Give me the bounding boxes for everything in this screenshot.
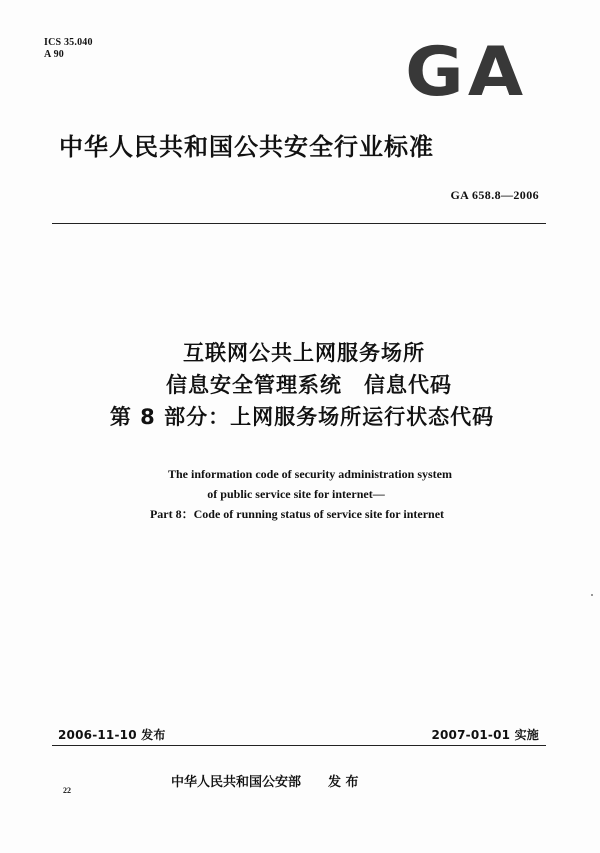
classification-block [44,37,93,61]
chinese-title [0,337,600,433]
issuer-row [171,771,359,790]
chinese-title-line-1: 互联网公共上网服务场所 [183,341,425,365]
english-title-line-3: Part 8：Code of running status of service site for internet [149,507,445,521]
page-number: 22 [63,786,71,795]
standard-title: 中华人民共和国公共安全行业标准 [59,133,434,161]
ics-code: ICS 35.040 [44,37,93,48]
english-title [0,464,600,524]
top-divider [52,223,546,224]
chinese-title-line-3: 第 8 部分：上网服务场所运行状态代码 [109,405,495,429]
english-title-line-2: of public service site for internet— [207,487,385,501]
chinese-title-line-2: 信息安全管理系统 信息代码 [166,373,452,397]
bottom-divider [52,745,546,746]
standard-number: GA 658.8—2006 [450,188,539,202]
class-code: A 90 [44,49,64,60]
implement-date: 2007-01-01 实施 [431,728,539,742]
english-title-line-1: The information code of security administration system [168,467,452,481]
issue-action: 发 布 [328,775,359,790]
publish-date: 2006-11-10 发布 [58,728,166,742]
ga-logo: GA [405,33,528,112]
scan-mark [591,594,593,596]
issuer-name: 中华人民共和国公安部 [171,775,302,790]
